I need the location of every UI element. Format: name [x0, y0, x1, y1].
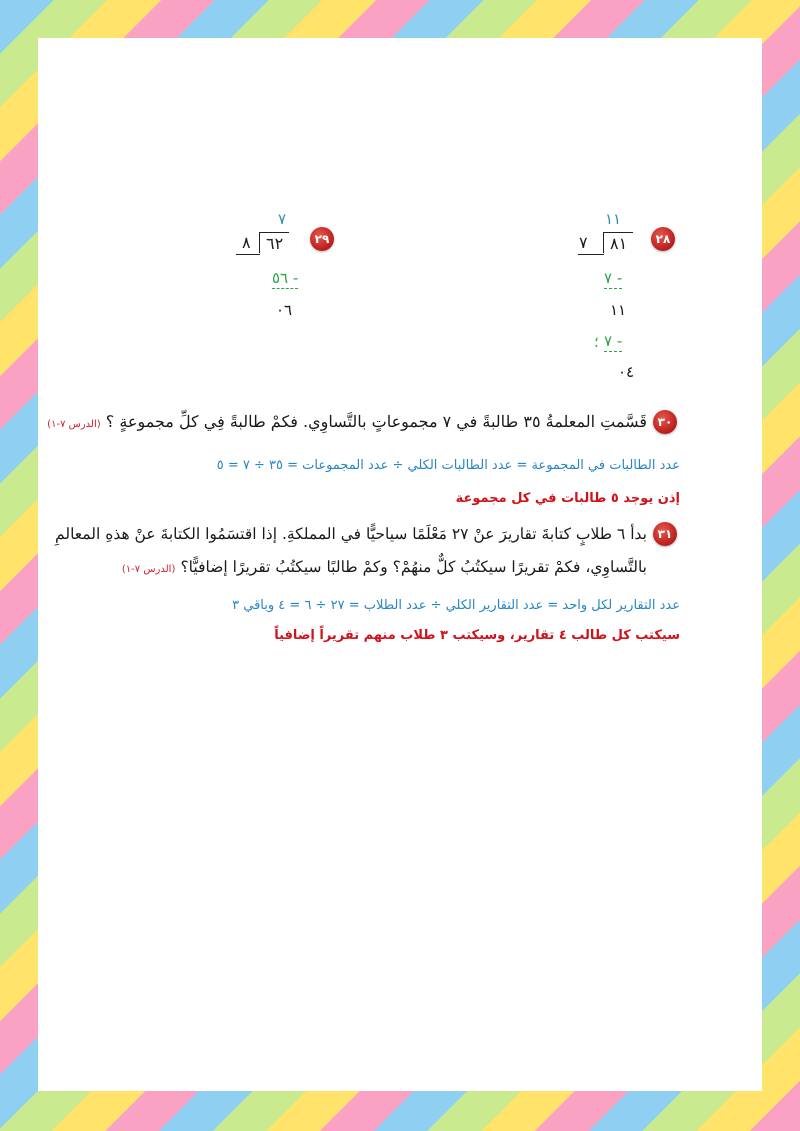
problem-29-step1-subtract: ٥٦ - — [272, 269, 299, 287]
problem-30-badge: ٣٠ — [653, 410, 677, 434]
problem-29-quotient: ٧ — [278, 210, 287, 228]
problem-31-question-line2: بالتَّساوِي، فكمْ تقريرًا سيكتُبُ كلٌّ منهُمْ؟ وكمْ طالبًا سيكتُبُ تقريرًا إضافيًّا؟ — [180, 558, 647, 576]
problem-30-conclusion: إذن يوجد ٥ طالبات في كل مجموعة — [455, 491, 680, 506]
problem-28-divisor: ٧ — [579, 233, 588, 252]
problem-28-step1-result: ١١ — [610, 301, 627, 319]
problem-31-question-line1: بدأ ٦ طلابٍ كتابةَ تقاريرَ عنْ ٢٧ مَعْلَمًا سياحيًّا في المملكةِ. إذا اقتسَمُوا الكتابةَ عنْ هذهِ المعالمِ — [55, 525, 647, 543]
problem-28-remainder: ٠٤ — [618, 363, 635, 381]
problem-28-quotient: ١١ — [605, 210, 622, 228]
problem-31-badge: ٣١ — [653, 522, 677, 546]
problem-28-dividend: ٨١ — [603, 232, 633, 253]
problem-31-question-row2 — [47, 557, 647, 576]
problem-28-badge: ٢٨ — [651, 227, 675, 251]
problem-30-question-row — [47, 412, 647, 431]
problem-28-step2-mark: ؛ — [594, 333, 599, 351]
worksheet-page — [38, 38, 762, 1091]
problem-29-remainder: ٠٦ — [276, 301, 293, 319]
problem-28-step1-subtract: ٧ - — [604, 269, 623, 287]
problem-29-divisor: ٨ — [242, 233, 251, 252]
problem-29-dividend: ٦٢ — [259, 232, 289, 253]
problem-30-answer: عدد الطالبات في المجموعة = عدد الطالبات الكلي ÷ عدد المجموعات = ٣٥ ÷ ٧ = ٥ — [216, 458, 680, 473]
problem-31-lesson-ref: (الدرس ٧-١) — [121, 564, 176, 575]
problem-29-bracket-base — [236, 254, 260, 255]
problem-30-lesson-ref: (الدرس ٧-١) — [47, 419, 101, 430]
problem-28-bracket-base — [578, 254, 604, 255]
problem-31-conclusion: سيكتب كل طالب ٤ تقارير، وسيكتب ٣ طلاب منهم تقريراً إضافياً — [274, 628, 680, 643]
problem-29-badge: ٢٩ — [310, 227, 334, 251]
problem-31-answer: عدد التقارير لكل واحد = عدد التقارير الكلي ÷ عدد الطلاب = ٢٧ ÷ ٦ = ٤ وباقي ٣ — [232, 598, 680, 613]
problem-30-question: قَسَّمتِ المعلمةُ ٣٥ طالبةً في ٧ مجموعاتٍ بالتَّساوِي. فكمْ طالبةً فِي كلِّ مجموعةٍ ؟ — [105, 412, 647, 431]
problem-28-step2-subtract: ٧ - — [604, 332, 623, 350]
